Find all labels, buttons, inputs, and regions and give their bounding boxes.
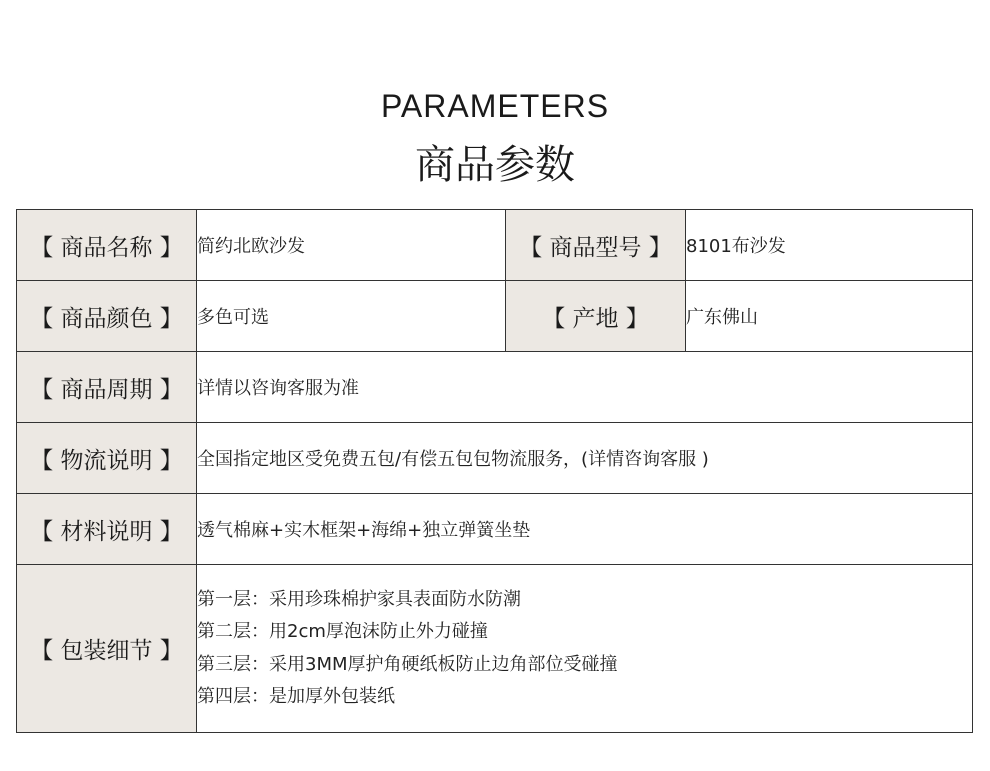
value-product-cycle: 详情以咨询客服为准 [197,352,973,423]
value-logistics: 全国指定地区受免费五包/有偿五包包物流服务，(详情咨询客服 ) [197,423,973,494]
label-product-cycle: 【 商品周期 】 [17,352,197,423]
label-logistics: 【 物流说明 】 [17,423,197,494]
label-product-model: 【 商品型号 】 [506,210,686,281]
label-packaging: 【 包装细节 】 [17,565,197,733]
table-row [17,423,973,494]
packaging-line-2: 第二层：用2cm厚泡沫防止外力碰撞 [197,621,488,642]
value-product-name: 简约北欧沙发 [197,210,506,281]
packaging-line-3: 第三层：采用3MM厚护角硬纸板防止边角部位受碰撞 [197,653,618,675]
label-product-name: 【 商品名称 】 [17,210,197,281]
value-product-model: 8101布沙发 [686,210,973,281]
value-materials: 透气棉麻+实木框架+海绵+独立弹簧坐垫 [197,494,973,565]
table-row [17,210,973,281]
table-row [17,352,973,423]
label-product-color: 【 商品颜色 】 [17,281,197,352]
title-english: PARAMETERS [380,88,610,124]
label-origin: 【 产地 】 [506,281,686,352]
value-product-color: 多色可选 [197,281,506,352]
packaging-line-4: 第四层：是加厚外包装纸 [197,686,395,707]
packaging-line-1: 第一层：采用珍珠棉护家具表面防水防潮 [197,588,521,610]
table-row [17,281,973,352]
value-origin: 广东佛山 [686,281,973,352]
parameters-table [16,209,973,733]
label-materials: 【 材料说明 】 [17,494,197,565]
value-packaging [197,565,973,733]
table-row [17,565,973,733]
title-chinese: 商品参数 [415,142,575,188]
table-row [17,494,973,565]
